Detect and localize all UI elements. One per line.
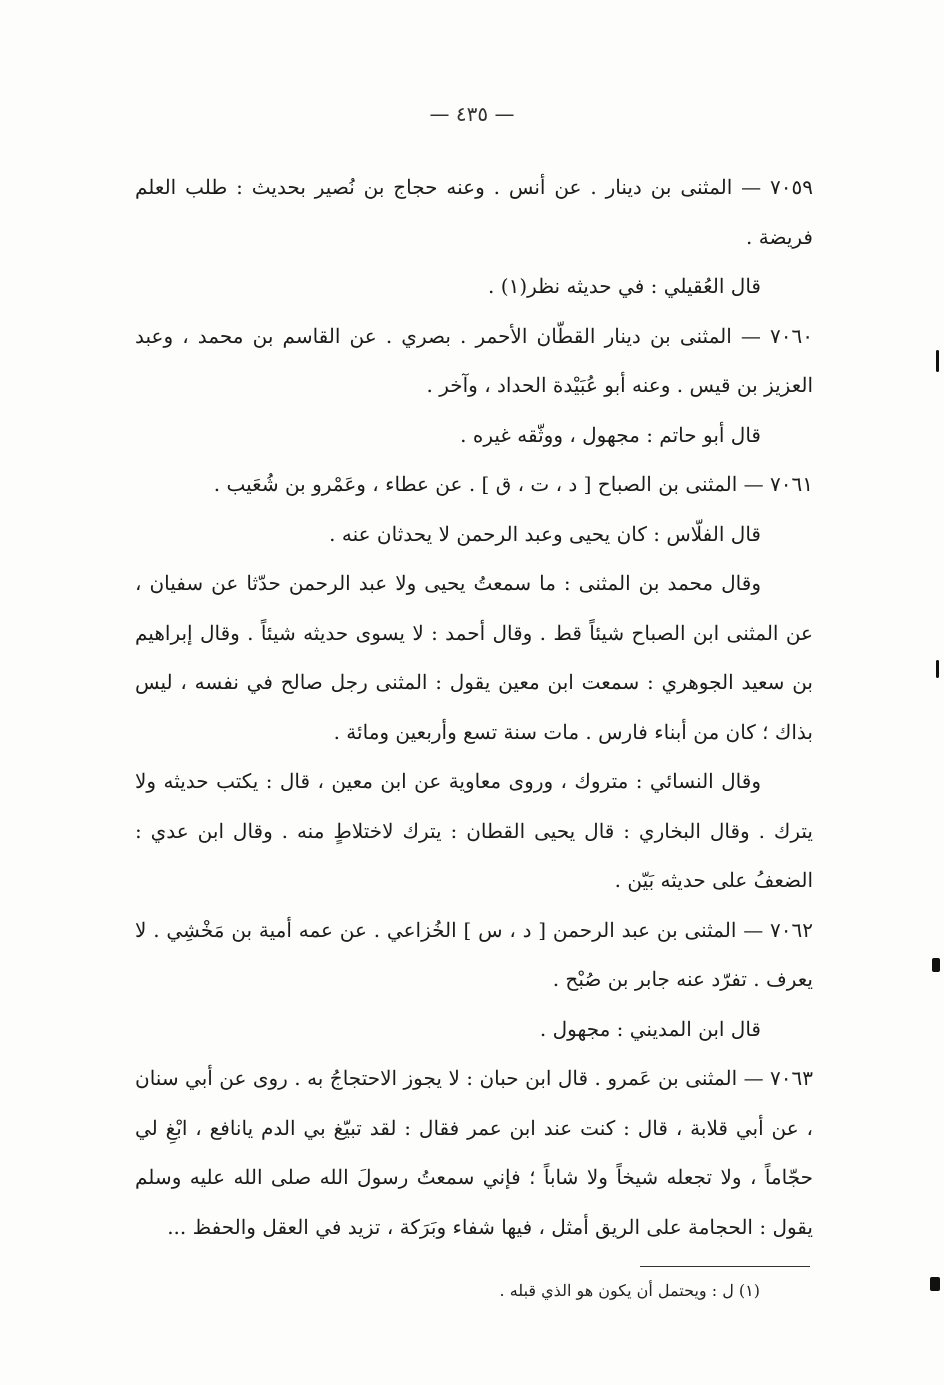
entry-7061-comment-1: قال الفلّاس : كان يحيى وعبد الرحمن لا يحدثان عنه .: [329, 521, 761, 546]
entry-7060-comment: قال أبو حاتم : مجهول ، ووثّقه غيره .: [460, 422, 761, 447]
entry-7062-comment: قال ابن المديني : مجهول .: [539, 1016, 761, 1041]
entry-7060-heading: ٧٠٦٠ — المثنى بن دينار القطّان الأحمر . بصري . عن القاسم بن محمد ، وعبد العزيز بن قيس . وعنه أبو عُبَيْدة الحداد ، وآخر .: [135, 323, 813, 397]
entry-7059-comment: قال العُقيلي : في حديثه نظر(١) .: [488, 274, 761, 298]
entry-7061-heading: ٧٠٦١ — المثنى بن الصباح [ د ، ت ، ق ] . عن عطاء ، وعَمْرو بن شُعَيب .: [213, 472, 813, 496]
entry-7061-comment-2: وقال محمد بن المثنى : ما سمعتُ يحيى ولا عبد الرحمن حدّثا عن سفيان ، عن المثنى ابن الصباح شيئاً قط . وقال أحمد : لا يسوى حديثه شيئاً . وقال إبراهيم بن سعيد الجوهري : سمعت ابن معين يقول : المثنى رجل صالح في نفسه ، ليس بذاك ؛ كان من أبناء فارس . مات سنة تسع وأربعين ومائة .: [135, 571, 813, 744]
scan-margin-mark: [932, 958, 940, 972]
scan-margin-mark: [936, 350, 939, 372]
page-number: — ٤٣٥ —: [429, 102, 515, 126]
entry-7062-heading: ٧٠٦٢ — المثنى بن عبد الرحمن [ د ، س ] الخُزاعي . عن عمه أمية بن مَخْشِي . لا يعرف . تفرّد عنه جابر بن صُبْح .: [135, 917, 813, 991]
footnote: (١) ل : ويحتمل أن يكون هو الذي قبله .: [499, 1281, 760, 1300]
entry-7061-comment-3: وقال النسائي : متروك ، وروى معاوية عن ابن معين ، قال : يكتب حديثه ولا يترك . وقال البخاري : قال يحيى القطان : يترك لاختلاطٍ منه . وقال ابن عدي : الضعفُ على حديثه بَيّن .: [135, 769, 813, 892]
entry-7059-heading: ٧٠٥٩ — المثنى بن دينار . عن أنس . وعنه حجاج بن نُصير بحديث : طلب العلم فريضة .: [135, 175, 813, 249]
main-text: [135, 163, 813, 1252]
scan-margin-mark: [936, 660, 939, 678]
scan-margin-mark: [930, 1277, 940, 1291]
footnote-divider: [640, 1266, 810, 1267]
entry-7063-heading: ٧٠٦٣ — المثنى بن عَمرو . قال ابن حبان : لا يجوز الاحتجاجُ به . روى عن أبي سنان ، عن أبي قلابة ، قال : كنت عند ابن عمر فقال : لقد تبيّغ بي الدم يانافع ، ابْغِ لي حجّاماً ، ولا تجعله شيخاً ولا شاباً ؛ فإني سمعتُ رسولَ الله صلى الله عليه وسلم يقول : الحجامة على الريق أمثل ، فيها شفاء وبَرَكة ، تزيد في العقل والحفظ ...: [135, 1066, 813, 1239]
